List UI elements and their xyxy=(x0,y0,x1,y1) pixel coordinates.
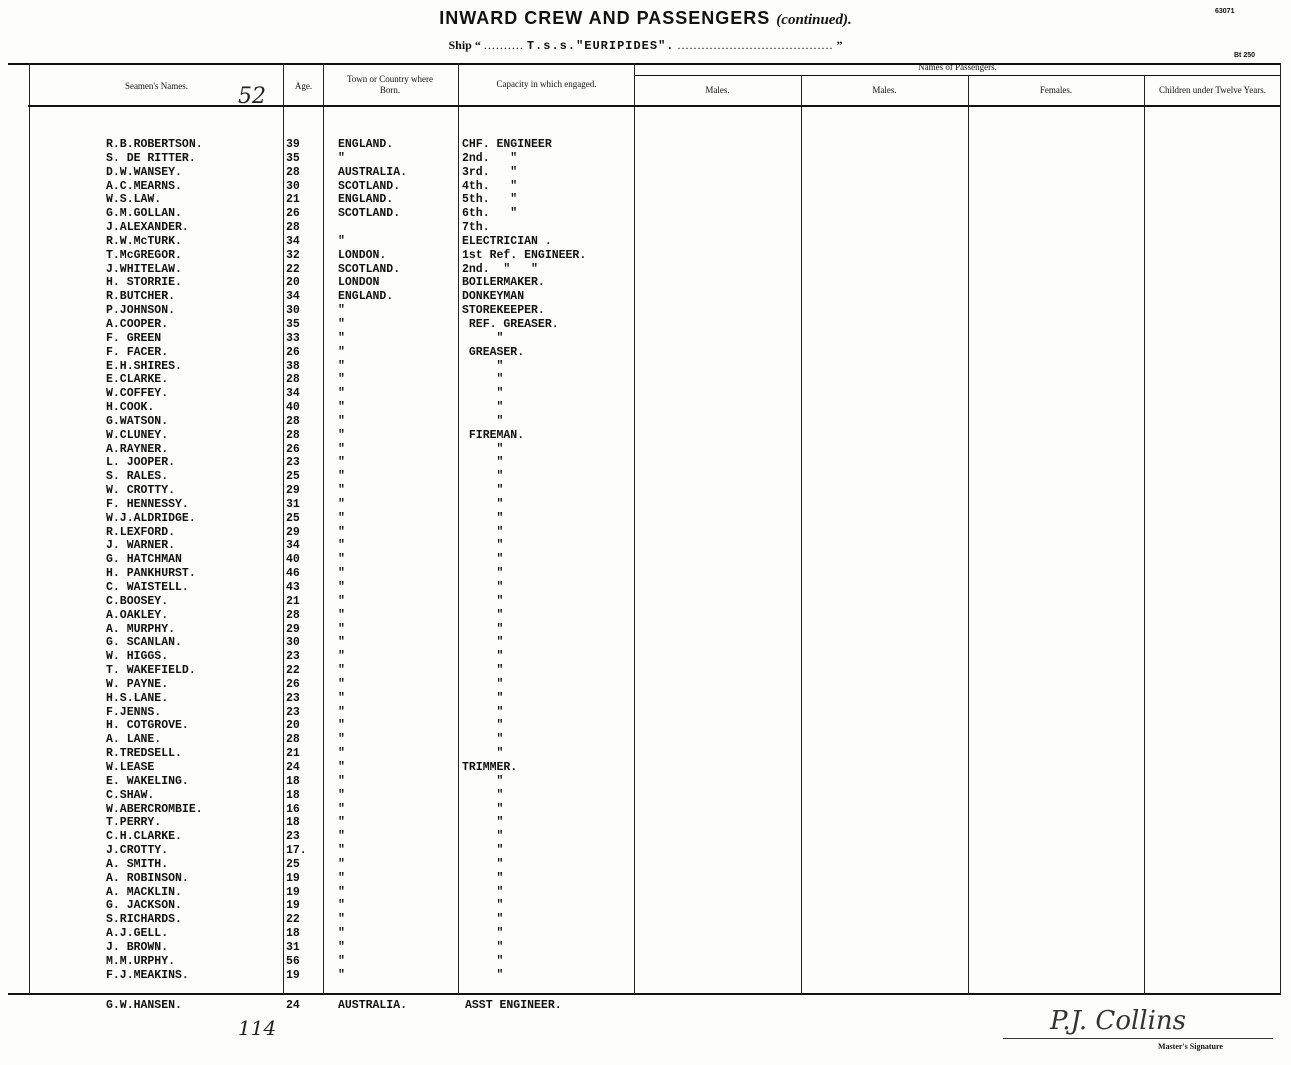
extra-row-capacity: ASST ENGINEER. xyxy=(465,999,562,1012)
crew-capacity: " xyxy=(462,553,504,567)
crew-name: A.OAKLEY. xyxy=(106,608,169,622)
crew-capacity: " xyxy=(462,705,504,719)
crew-age: 24 xyxy=(286,760,300,774)
crew-capacity: " xyxy=(462,456,504,470)
crew-age: 23 xyxy=(286,650,300,664)
crew-age: 26 xyxy=(286,345,300,359)
col-rule-age xyxy=(283,63,284,995)
title-text: INWARD CREW AND PASSENGERS xyxy=(439,8,771,28)
crew-capacity: " xyxy=(462,594,504,608)
crew-name: J. WARNER. xyxy=(106,539,176,553)
crew-capacity: " xyxy=(462,899,504,913)
crew-town: " xyxy=(338,788,345,802)
crew-age: 28 xyxy=(286,165,300,179)
crew-age: 30 xyxy=(286,636,300,650)
header-bottom-rule xyxy=(28,105,1281,107)
crew-age: 18 xyxy=(286,774,300,788)
crew-name: H. COTGROVE. xyxy=(106,719,189,733)
crew-capacity: ELECTRICIAN . xyxy=(462,234,552,248)
crew-capacity: 6th. " xyxy=(462,207,518,221)
crew-capacity: 3rd. " xyxy=(462,165,518,179)
crew-name: W. CROTTY. xyxy=(106,484,176,498)
crew-name: D.W.WANSEY. xyxy=(106,165,182,179)
crew-name: F.JENNS. xyxy=(106,705,162,719)
col-rule-males1 xyxy=(634,63,635,995)
crew-town: " xyxy=(338,733,345,747)
header-passengers: Names of Passengers. xyxy=(918,62,997,72)
crew-capacity: " xyxy=(462,940,504,954)
crew-capacity: " xyxy=(462,650,504,664)
crew-age: 31 xyxy=(286,497,300,511)
crew-capacity: " xyxy=(462,511,504,525)
crew-name: W.LEASE xyxy=(106,760,155,774)
col-rule-town xyxy=(323,63,324,995)
crew-name: A. LANE. xyxy=(106,733,162,747)
crew-names-column xyxy=(106,138,203,982)
crew-age: 35 xyxy=(286,317,300,331)
crew-town: " xyxy=(338,317,345,331)
crew-age: 26 xyxy=(286,677,300,691)
crew-capacity: " xyxy=(462,608,504,622)
crew-name: W.COFFEY. xyxy=(106,387,169,401)
crew-town: " xyxy=(338,691,345,705)
crew-ages-column xyxy=(286,138,307,982)
crew-age: 34 xyxy=(286,387,300,401)
crew-town: " xyxy=(338,470,345,484)
crew-age: 31 xyxy=(286,940,300,954)
crew-town: " xyxy=(338,581,345,594)
crew-town: " xyxy=(338,927,345,941)
crew-capacity: DONKEYMAN xyxy=(462,290,525,304)
crew-age: 29 xyxy=(286,525,300,539)
header-seamen-names: Seamen's Names. xyxy=(124,81,189,91)
crew-capacity: 5th. " xyxy=(462,193,518,207)
crew-capacity: " xyxy=(462,359,504,373)
crew-capacity: " xyxy=(462,871,504,885)
crew-town: " xyxy=(338,304,345,318)
crew-town: " xyxy=(338,650,345,664)
crew-age: 35 xyxy=(286,151,300,165)
crew-age: 16 xyxy=(286,802,300,816)
crew-age: 22 xyxy=(286,664,300,678)
crew-age: 39 xyxy=(286,138,300,151)
crew-age: 34 xyxy=(286,539,300,553)
crew-town: " xyxy=(338,747,345,761)
crew-name: C.BOOSEY. xyxy=(106,594,169,608)
crew-town: " xyxy=(338,442,345,456)
crew-age: 28 xyxy=(286,428,300,442)
crew-capacity: BOILERMAKER. xyxy=(462,276,545,290)
crew-age: 40 xyxy=(286,401,300,415)
crew-capacity: " xyxy=(462,636,504,650)
crew-name: J. BROWN. xyxy=(106,940,169,954)
crew-name: W. PAYNE. xyxy=(106,677,169,691)
crew-capacity: " xyxy=(462,567,504,581)
crew-capacity: " xyxy=(462,954,504,968)
crew-age: 34 xyxy=(286,234,300,248)
crew-name: R.BUTCHER. xyxy=(106,290,176,304)
crew-capacity: 2nd. " " xyxy=(462,262,538,276)
header-males-2: Males. xyxy=(872,85,897,95)
handwritten-count-top: 52 xyxy=(238,84,266,109)
crew-name: G. HATCHMAN xyxy=(106,553,182,567)
crew-age: 33 xyxy=(286,331,300,345)
crew-capacity: " xyxy=(462,401,504,415)
ship-line xyxy=(0,38,1291,53)
crew-town: " xyxy=(338,401,345,415)
crew-name: A.J.GELL. xyxy=(106,927,169,941)
crew-capacity: STOREKEEPER. xyxy=(462,304,545,318)
crew-town: " xyxy=(338,705,345,719)
crew-capacity: GREASER. xyxy=(462,345,525,359)
signature-label: Master's Signature xyxy=(1158,1042,1223,1051)
crew-age: 23 xyxy=(286,705,300,719)
crew-capacity: " xyxy=(462,719,504,733)
crew-name: A. MACKLIN. xyxy=(106,885,182,899)
crew-capacity: REF. GREASER. xyxy=(462,317,559,331)
crew-age: 25 xyxy=(286,511,300,525)
crew-name: A.COOPER. xyxy=(106,317,169,331)
crew-town: " xyxy=(338,940,345,954)
crew-name: E. WAKELING. xyxy=(106,774,189,788)
crew-town: " xyxy=(338,497,345,511)
crew-town: " xyxy=(338,539,345,553)
crew-name: A. SMITH. xyxy=(106,857,169,871)
crew-town: " xyxy=(338,414,345,428)
handwritten-count-bottom: 114 xyxy=(238,1016,277,1040)
crew-capacity: " xyxy=(462,830,504,844)
crew-name: A.C.MEARNS. xyxy=(106,179,182,193)
crew-name: A. ROBINSON. xyxy=(106,871,189,885)
crew-capacity: 4th. " xyxy=(462,179,518,193)
extra-row-town: AUSTRALIA. xyxy=(338,999,408,1012)
crew-town: LONDON. xyxy=(338,248,387,262)
crew-town: " xyxy=(338,387,345,401)
crew-name: R.B.ROBERTSON. xyxy=(106,138,203,151)
crew-age: 25 xyxy=(286,857,300,871)
crew-town: " xyxy=(338,345,345,359)
crew-age: 34 xyxy=(286,290,300,304)
crew-capacity: " xyxy=(462,414,504,428)
crew-town: " xyxy=(338,456,345,470)
crew-age: 26 xyxy=(286,207,300,221)
header-females: Females. xyxy=(1039,85,1073,95)
crew-name: H.COOK. xyxy=(106,401,155,415)
crew-age: 18 xyxy=(286,927,300,941)
crew-town: SCOTLAND. xyxy=(338,179,401,193)
crew-town: " xyxy=(338,622,345,636)
crew-capacity: " xyxy=(462,622,504,636)
crew-town: " xyxy=(338,359,345,373)
crew-name: R.W.McTURK. xyxy=(106,234,182,248)
crew-age: 18 xyxy=(286,788,300,802)
crew-name: A.RAYNER. xyxy=(106,442,169,456)
crew-age: 21 xyxy=(286,193,300,207)
crew-town: AUSTRALIA. xyxy=(338,165,408,179)
crew-town: " xyxy=(338,774,345,788)
crew-town: " xyxy=(338,760,345,774)
crew-age: 46 xyxy=(286,567,300,581)
crew-age: 38 xyxy=(286,359,300,373)
crew-name: G. SCANLAN. xyxy=(106,636,182,650)
crew-age: 28 xyxy=(286,608,300,622)
crew-capacity: " xyxy=(462,968,504,982)
crew-town: " xyxy=(338,885,345,899)
crew-name: W. HIGGS. xyxy=(106,650,169,664)
crew-capacity: FIREMAN. xyxy=(462,428,525,442)
signature-line xyxy=(1003,1038,1273,1039)
crew-name: F. FACER. xyxy=(106,345,169,359)
crew-name: H. STORRIE. xyxy=(106,276,182,290)
crew-capacity: " xyxy=(462,844,504,858)
crew-town: " xyxy=(338,830,345,844)
crew-age: 19 xyxy=(286,899,300,913)
master-signature: P.J. Collins xyxy=(1050,1006,1187,1036)
crew-name: C.SHAW. xyxy=(106,788,155,802)
table-bottom-rule xyxy=(8,993,1281,995)
crew-town: " xyxy=(338,664,345,678)
crew-name: G.M.GOLLAN. xyxy=(106,207,182,221)
crew-town: " xyxy=(338,331,345,345)
col-rule-children xyxy=(1144,75,1145,995)
crew-capacity: " xyxy=(462,497,504,511)
crew-age: 17. xyxy=(286,844,307,858)
crew-capacity: TRIMMER. xyxy=(462,760,518,774)
crew-age: 23 xyxy=(286,691,300,705)
ship-label: Ship “ xyxy=(448,38,481,52)
crew-name: L. JOOPER. xyxy=(106,456,176,470)
header-age: Age. xyxy=(294,81,313,91)
crew-age: 22 xyxy=(286,913,300,927)
form-code: Bt 250 xyxy=(1234,52,1256,59)
crew-town: " xyxy=(338,428,345,442)
crew-age: 28 xyxy=(286,221,300,235)
crew-age: 21 xyxy=(286,594,300,608)
col-rule-males2 xyxy=(801,75,802,995)
crew-name: E.CLARKE. xyxy=(106,373,169,387)
crew-age: 20 xyxy=(286,276,300,290)
crew-name: W.ABERCROMBIE. xyxy=(106,802,203,816)
crew-town: " xyxy=(338,816,345,830)
crew-capacity: " xyxy=(462,373,504,387)
header-males-1: Males. xyxy=(705,85,730,95)
crew-town: " xyxy=(338,802,345,816)
crew-capacity: " xyxy=(462,539,504,553)
crew-town: LONDON xyxy=(338,276,380,290)
crew-age: 43 xyxy=(286,581,300,594)
crew-town: ENGLAND. xyxy=(338,193,394,207)
crew-name: F. GREEN xyxy=(106,331,162,345)
crew-capacity: 7th. xyxy=(462,221,490,235)
crew-name: C. WAISTELL. xyxy=(106,581,189,594)
header-children: Children under Twelve Years. xyxy=(1159,85,1266,95)
crew-capacity: " xyxy=(462,484,504,498)
ship-dots-left: .......... xyxy=(483,38,524,52)
crew-name: E.H.SHIRES. xyxy=(106,359,182,373)
crew-age: 56 xyxy=(286,954,300,968)
crew-town: SCOTLAND. xyxy=(338,262,401,276)
crew-town: ENGLAND. xyxy=(338,138,394,151)
header-town: Town or Country where Born. xyxy=(346,74,434,95)
ship-dots-right: ....................................... xyxy=(677,38,834,52)
crew-name: J.ALEXANDER. xyxy=(106,221,189,235)
crew-town: " xyxy=(338,899,345,913)
ship-close: ” xyxy=(836,38,843,52)
crew-age: 32 xyxy=(286,248,300,262)
crew-capacity: " xyxy=(462,927,504,941)
crew-name: G. JACKSON. xyxy=(106,899,182,913)
crew-capacity: " xyxy=(462,885,504,899)
crew-name: F.J.MEAKINS. xyxy=(106,968,189,982)
crew-name: P.JOHNSON. xyxy=(106,304,176,318)
crew-town: " xyxy=(338,913,345,927)
crew-capacity: " xyxy=(462,664,504,678)
crew-town: " xyxy=(338,151,345,165)
crew-capacity: " xyxy=(462,442,504,456)
crew-town: " xyxy=(338,954,345,968)
crew-town: " xyxy=(338,636,345,650)
crew-name: R.LEXFORD. xyxy=(106,525,176,539)
extra-row-age: 24 xyxy=(286,999,300,1012)
crew-age: 18 xyxy=(286,816,300,830)
crew-age: 23 xyxy=(286,830,300,844)
crew-town: SCOTLAND. xyxy=(338,207,401,221)
crew-capacity: " xyxy=(462,774,504,788)
crew-name: G.WATSON. xyxy=(106,414,169,428)
crew-town: " xyxy=(338,677,345,691)
crew-town: " xyxy=(338,234,345,248)
crew-town: " xyxy=(338,857,345,871)
crew-name: S. RALES. xyxy=(106,470,169,484)
crew-age: 19 xyxy=(286,968,300,982)
crew-name: H.S.LANE. xyxy=(106,691,169,705)
crew-name: H. PANKHURST. xyxy=(106,567,196,581)
crew-age: 19 xyxy=(286,871,300,885)
crew-capacity: " xyxy=(462,788,504,802)
header-capacity: Capacity in which engaged. xyxy=(496,79,597,89)
crew-capacity: " xyxy=(462,581,504,594)
ship-name: T.s.s."EURIPIDES". xyxy=(526,39,675,53)
crew-capacity: " xyxy=(462,802,504,816)
crew-name: W.S.LAW. xyxy=(106,193,162,207)
crew-towns-column xyxy=(338,138,407,982)
crew-capacity: " xyxy=(462,387,504,401)
crew-name: R.TREDSELL. xyxy=(106,747,182,761)
crew-capacity: " xyxy=(462,816,504,830)
crew-age: 28 xyxy=(286,373,300,387)
crew-town: " xyxy=(338,484,345,498)
crew-name: J.WHITELAW. xyxy=(106,262,182,276)
crew-age: 40 xyxy=(286,553,300,567)
crew-capacity: " xyxy=(462,747,504,761)
crew-age: 22 xyxy=(286,262,300,276)
crew-capacity: " xyxy=(462,913,504,927)
crew-capacity: " xyxy=(462,857,504,871)
crew-town: " xyxy=(338,511,345,525)
crew-name: T.PERRY. xyxy=(106,816,162,830)
crew-age: 29 xyxy=(286,484,300,498)
crew-name: S. DE RITTER. xyxy=(106,151,196,165)
extra-row-name: G.W.HANSEN. xyxy=(106,999,182,1012)
crew-town: " xyxy=(338,525,345,539)
crew-town: " xyxy=(338,871,345,885)
crew-capacity: 1st Ref. ENGINEER. xyxy=(462,248,587,262)
crew-town: " xyxy=(338,608,345,622)
crew-town: " xyxy=(338,553,345,567)
crew-age: 20 xyxy=(286,719,300,733)
crew-age: 28 xyxy=(286,414,300,428)
crew-age: 28 xyxy=(286,733,300,747)
crew-town: ENGLAND. xyxy=(338,290,394,304)
crew-name: C.H.CLARKE. xyxy=(106,830,182,844)
col-rule-right xyxy=(1280,63,1281,995)
crew-name: A. MURPHY. xyxy=(106,622,176,636)
crew-capacity: " xyxy=(462,691,504,705)
crew-capacity: " xyxy=(462,525,504,539)
crew-capacity: 2nd. " xyxy=(462,151,518,165)
crew-age: 30 xyxy=(286,304,300,318)
col-rule-left xyxy=(29,63,30,995)
title-suffix: (continued). xyxy=(776,12,852,28)
col-rule-capacity xyxy=(458,63,459,995)
crew-name: M.M.URPHY. xyxy=(106,954,176,968)
crew-name: W.J.ALDRIDGE. xyxy=(106,511,196,525)
crew-town xyxy=(338,221,407,235)
form-title xyxy=(0,8,1291,29)
crew-age: 23 xyxy=(286,456,300,470)
crew-name: S.RICHARDS. xyxy=(106,913,182,927)
crew-capacity: " xyxy=(462,470,504,484)
crew-name: T.McGREGOR. xyxy=(106,248,182,262)
col-rule-females xyxy=(968,75,969,995)
crew-capacity: " xyxy=(462,331,504,345)
crew-age: 30 xyxy=(286,179,300,193)
crew-name: J.CROTTY. xyxy=(106,844,169,858)
crew-capacity-column xyxy=(462,138,586,982)
crew-age: 19 xyxy=(286,885,300,899)
crew-name: W.CLUNEY. xyxy=(106,428,169,442)
crew-age: 25 xyxy=(286,470,300,484)
crew-name: T. WAKEFIELD. xyxy=(106,664,196,678)
crew-capacity: CHF. ENGINEER xyxy=(462,138,552,151)
crew-town: " xyxy=(338,594,345,608)
crew-town: " xyxy=(338,844,345,858)
crew-age: 26 xyxy=(286,442,300,456)
crew-town: " xyxy=(338,719,345,733)
crew-age: 29 xyxy=(286,622,300,636)
crew-name: F. HENNESSY. xyxy=(106,497,189,511)
passenger-header-rule xyxy=(634,75,1281,76)
crew-age: 21 xyxy=(286,747,300,761)
crew-capacity: " xyxy=(462,677,504,691)
crew-town: " xyxy=(338,968,345,982)
crew-town: " xyxy=(338,373,345,387)
form-number: 63071 xyxy=(1215,8,1235,15)
crew-capacity: " xyxy=(462,733,504,747)
crew-town: " xyxy=(338,567,345,581)
